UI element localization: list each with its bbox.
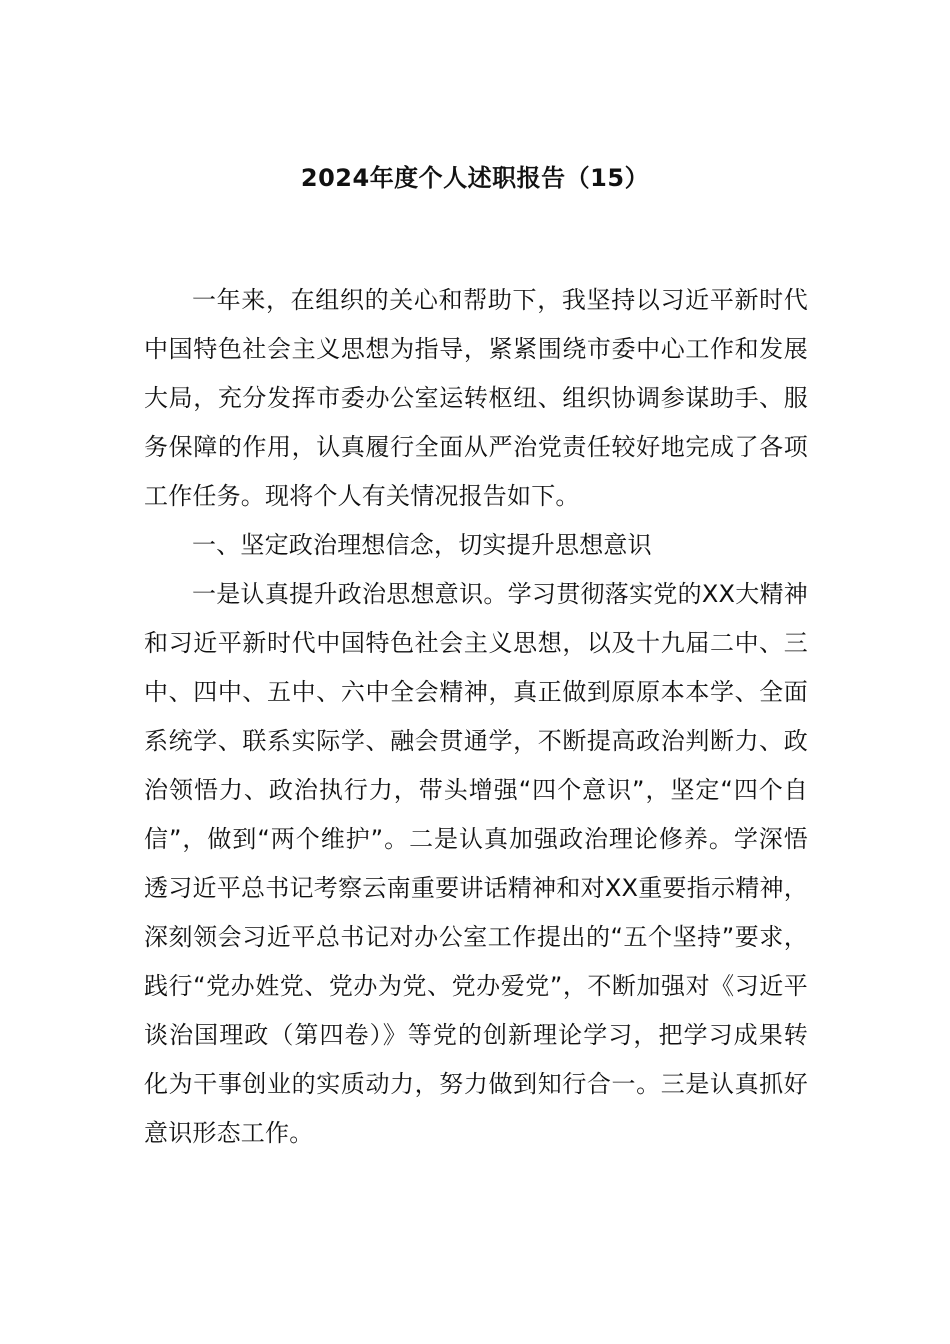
section-heading: 一、坚定政治理想信念，切实提升思想意识: [192, 531, 652, 559]
document-body: [144, 276, 808, 1158]
intro-paragraph: 一年来，在组织的关心和帮助下，我坚持以习近平新时代中国特色社会主义思想为指导，紧紧围绕市委中心工作和发展大局，充分发挥市委办公室运转枢纽、组织协调参谋助手、服务保障的作用，认真履行全面从严治党责任较好地完成了各项工作任务。现将个人有关情况报告如下。: [144, 286, 808, 510]
document-title: 2024年度个人述职报告（15）: [300, 164, 650, 192]
body-paragraph: 一是认真提升政治思想意识。学习贯彻落实党的XX大精神和习近平新时代中国特色社会主义思想，以及十九届二中、三中、四中、五中、六中全会精神，真正做到原原本本学、全面系统学、联系实际学、融会贯通学，不断提高政治判断力、政治领悟力、政治执行力，带头增强“四个意识”，坚定“四个自信”，做到“两个维护”。二是认真加强政治理论修养。学深悟透习近平总书记考察云南重要讲话精神和对XX重要指示精神，深刻领会习近平总书记对办公室工作提出的“五个坚持”要求，践行“党办姓党、党办为党、党办爱党”，不断加强对《习近平谈治国理政（第四卷）》等党的创新理论学习，把学习成果转化为干事创业的实质动力，努力做到知行合一。三是认真抓好意识形态工作。: [144, 580, 808, 1147]
